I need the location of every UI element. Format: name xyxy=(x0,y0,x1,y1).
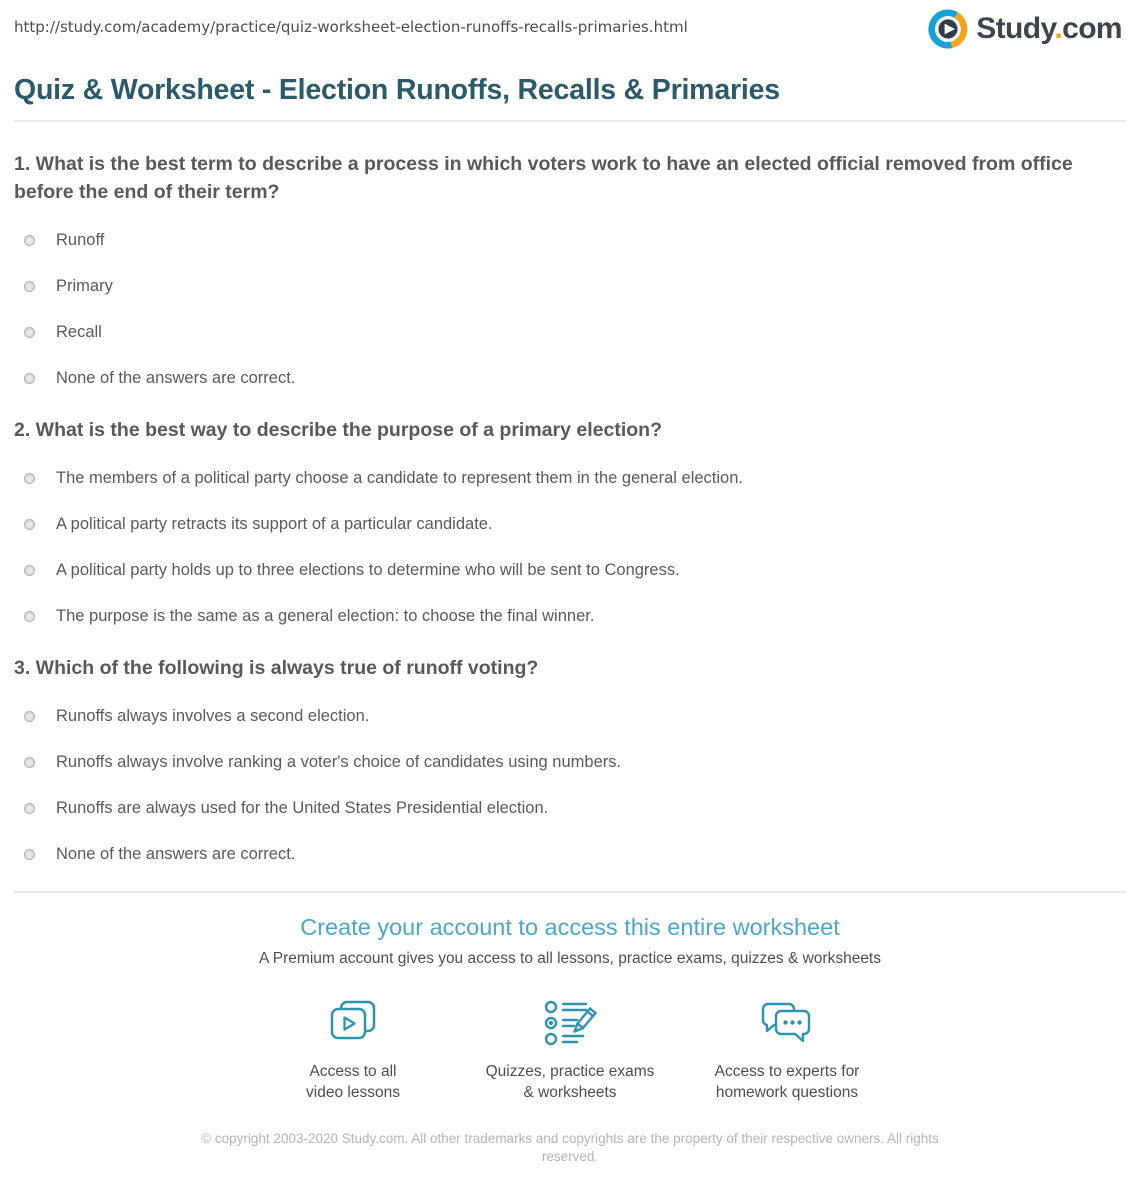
copyright-notice: © copyright 2003-2020 Study.com. All other trademarks and copyrights are the property of their respective owners. All rights reserved. xyxy=(201,1131,939,1164)
answer-label: Runoff xyxy=(56,231,105,249)
question-3-text: 3. Which of the following is always true of runoff voting? xyxy=(14,657,539,679)
answer-option xyxy=(14,323,1126,342)
answer-label: Runoffs always involve ranking a voter's choice of candidates using numbers. xyxy=(56,753,622,771)
feature-experts-chat xyxy=(679,998,896,1103)
answer-label: A political party holds up to three elections to determine who will be sent to Congress. xyxy=(56,561,680,579)
answer-label: Recall xyxy=(56,323,102,341)
feature-list xyxy=(0,998,1140,1103)
answer-option xyxy=(14,515,1126,534)
feature-label xyxy=(245,1062,462,1103)
radio-button[interactable] xyxy=(24,849,35,860)
radio-button[interactable] xyxy=(24,611,35,622)
studycom-logo-text xyxy=(976,12,1122,46)
feature-label xyxy=(462,1062,679,1103)
answer-label: The purpose is the same as a general election: to choose the final winner. xyxy=(56,607,595,625)
radio-button[interactable] xyxy=(24,711,35,722)
cta-divider xyxy=(14,891,1126,893)
feature-label-line: Access to all xyxy=(309,1063,397,1080)
video-lessons-icon xyxy=(245,998,462,1050)
feature-label xyxy=(679,1062,896,1103)
logo-dot: . xyxy=(1054,12,1063,45)
feature-label-line: video lessons xyxy=(306,1083,400,1101)
radio-button[interactable] xyxy=(24,373,35,384)
logo-study: Study xyxy=(976,12,1055,45)
answer-option xyxy=(14,607,1126,626)
answer-label: A political party retracts its support of a particular candidate. xyxy=(56,515,493,533)
answer-option xyxy=(14,369,1126,388)
answer-option xyxy=(14,799,1126,818)
create-account-link[interactable]: Create your account to access this entire worksheet xyxy=(300,914,840,940)
question-3-options xyxy=(14,707,1126,864)
answer-option xyxy=(14,277,1126,296)
answer-option xyxy=(14,469,1126,488)
answer-option xyxy=(14,561,1126,580)
radio-button[interactable] xyxy=(24,757,35,768)
answer-label: None of the answers are correct. xyxy=(56,845,296,863)
radio-button[interactable] xyxy=(24,473,35,484)
answer-label: None of the answers are correct. xyxy=(56,369,296,387)
answer-option xyxy=(14,231,1126,250)
answer-label: The members of a political party choose a candidate to represent them in the general election. xyxy=(56,469,743,487)
studycom-play-icon xyxy=(927,8,969,50)
radio-button[interactable] xyxy=(24,281,35,292)
radio-button[interactable] xyxy=(24,327,35,338)
studycom-logo[interactable] xyxy=(927,8,1122,50)
answer-option xyxy=(14,845,1126,864)
question-1-options xyxy=(14,231,1126,388)
answer-label: Primary xyxy=(56,277,113,295)
logo-com: com xyxy=(1062,12,1122,45)
title-divider xyxy=(14,120,1126,122)
feature-label-line: Access to experts for xyxy=(714,1063,860,1080)
premium-subheading: A Premium account gives you access to all lessons, practice exams, quizzes & worksheets xyxy=(259,950,881,967)
feature-label-line: Quizzes, practice exams xyxy=(485,1063,655,1080)
answer-label: Runoffs are always used for the United States Presidential election. xyxy=(56,799,549,817)
feature-quizzes-worksheets xyxy=(462,998,679,1103)
quizzes-worksheets-icon xyxy=(462,998,679,1050)
question-1-text: 1. What is the best term to describe a process in which voters work to have an elected official removed from office before the end of their term? xyxy=(14,153,1073,203)
answer-option xyxy=(14,707,1126,726)
radio-button[interactable] xyxy=(24,565,35,576)
radio-button[interactable] xyxy=(24,803,35,814)
feature-label-line: homework questions xyxy=(715,1083,859,1101)
experts-chat-icon xyxy=(679,998,896,1050)
page-title: Quiz & Worksheet - Election Runoffs, Recalls & Primaries xyxy=(14,74,780,106)
radio-button[interactable] xyxy=(24,235,35,246)
feature-video-lessons xyxy=(245,998,462,1103)
feature-label-line: & worksheets xyxy=(523,1083,617,1101)
radio-button[interactable] xyxy=(24,519,35,530)
answer-option xyxy=(14,753,1126,772)
question-2-options xyxy=(14,469,1126,626)
page-url: http://study.com/academy/practice/quiz-worksheet-election-runoffs-recalls-primaries.html xyxy=(14,18,688,36)
page-header xyxy=(0,0,1140,50)
answer-label: Runoffs always involves a second election. xyxy=(56,707,370,725)
question-2-text: 2. What is the best way to describe the purpose of a primary election? xyxy=(14,419,662,441)
